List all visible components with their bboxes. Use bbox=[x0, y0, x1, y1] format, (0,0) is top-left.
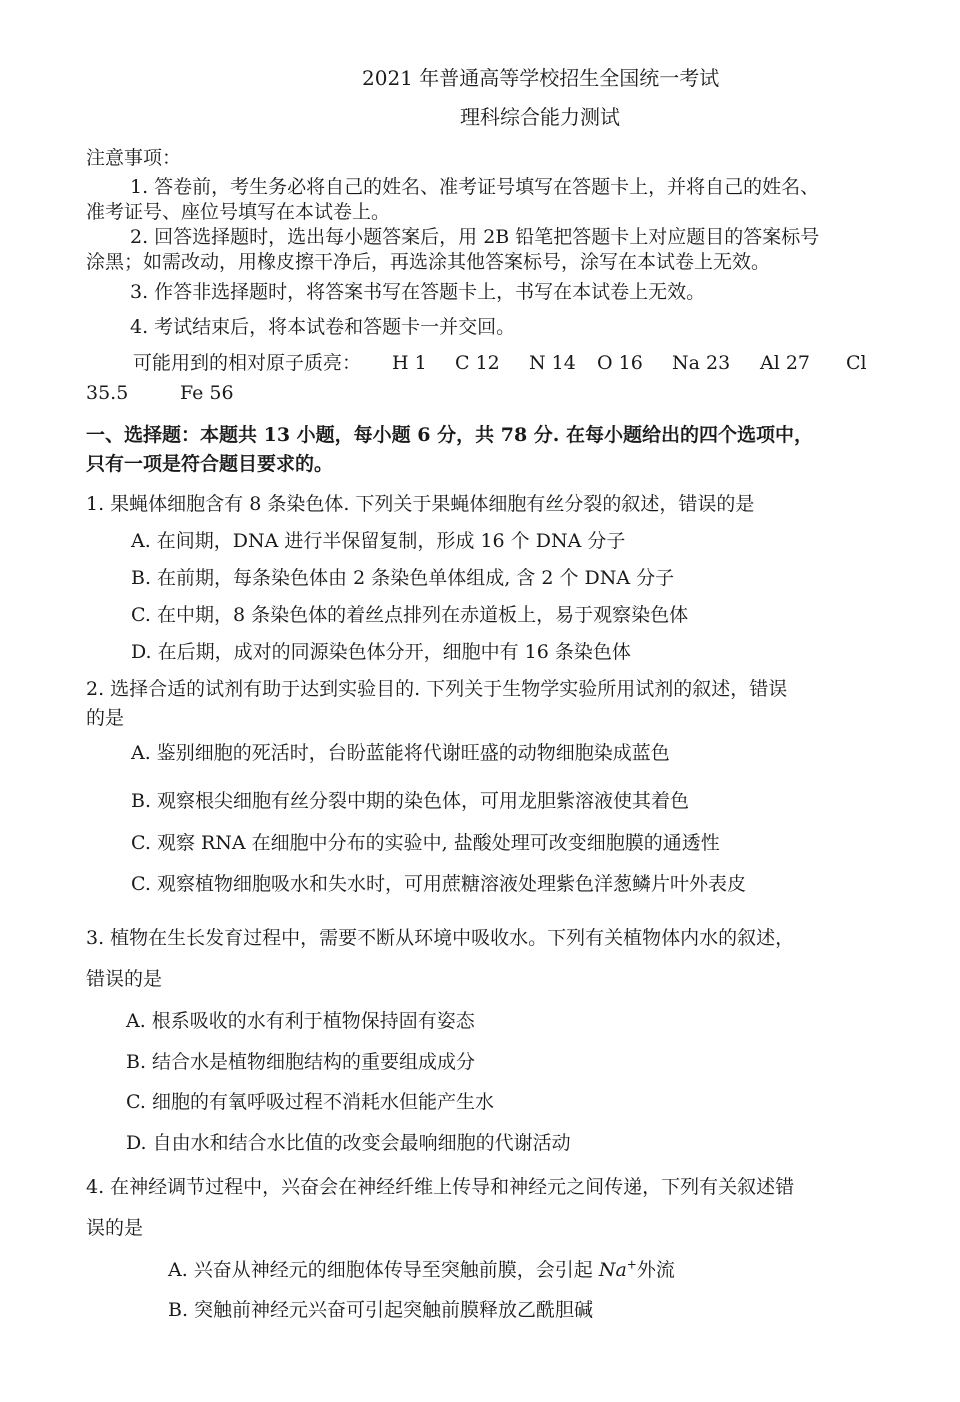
atomic-mass-entry: O 16 bbox=[597, 352, 643, 374]
question-4-option-a-text: A. 兴奋从神经元的细胞体传导至突触前膜，会引起 bbox=[168, 1259, 599, 1281]
atomic-mass-entry: Fe 56 bbox=[180, 382, 234, 404]
question-2-option: A. 鉴别细胞的死活时，台盼蓝能将代谢旺盛的动物细胞染成蓝色 bbox=[131, 742, 670, 764]
question-3-stem: 错误的是 bbox=[86, 968, 163, 990]
atomic-mass-entry: H 1 bbox=[392, 352, 427, 374]
question-1-option: B. 在前期，每条染色体由 2 条染色单体组成, 含 2 个 DNA 分子 bbox=[131, 567, 675, 589]
question-4-stem: 误的是 bbox=[86, 1217, 144, 1239]
note-line: 2. 回答选择题时，选出每小题答案后，用 2B 铅笔把答题卡上对应题目的答案标号 bbox=[130, 226, 820, 248]
question-2-stem: 的是 bbox=[86, 707, 125, 729]
question-4-option: B. 突触前神经元兴奋可引起突触前膜释放乙酰胆碱 bbox=[168, 1299, 594, 1321]
question-2-option: C. 观察植物细胞吸水和失水时，可用蔗糖溶液处理紫色洋葱鳞片叶外表皮 bbox=[131, 873, 746, 895]
question-3-option: C. 细胞的有氧呼吸过程不消耗水但能产生水 bbox=[126, 1091, 494, 1113]
question-4-option-a-suffix: 外流 bbox=[636, 1259, 675, 1281]
question-1-option: D. 在后期，成对的同源染色体分开，细胞中有 16 条染色体 bbox=[131, 641, 631, 663]
exam-title: 2021 年普通高等学校招生全国统一考试 bbox=[362, 66, 720, 90]
question-3-option: D. 自由水和结合水比值的改变会最响细胞的代谢活动 bbox=[126, 1132, 571, 1154]
atomic-mass-entry: C 12 bbox=[455, 352, 500, 374]
question-2-option: B. 观察根尖细胞有丝分裂中期的染色体，可用龙胆紫溶液使其着色 bbox=[131, 790, 690, 812]
atomic-mass-entry: N 14 bbox=[529, 352, 576, 374]
notes-heading: 注意事项： bbox=[86, 147, 182, 169]
note-line: 3. 作答非选择题时，将答案书写在答题卡上，书写在本试卷上无效。 bbox=[130, 281, 706, 303]
question-4-stem: 4. 在神经调节过程中，兴奋会在神经纤维上传导和神经元之间传递，下列有关叙述错 bbox=[86, 1176, 795, 1198]
atomic-mass-entry: 35.5 bbox=[86, 382, 129, 404]
note-line: 1. 答卷前，考生务必将自己的姓名、准考证号填写在答题卡上，并将自己的姓名、 bbox=[130, 176, 820, 198]
section-heading: 只有一项是符合题目要求的。 bbox=[86, 453, 334, 475]
note-line: 涂黑；如需改动，用橡皮擦干净后，再选涂其他答案标号，涂写在本试卷上无效。 bbox=[86, 251, 771, 273]
question-1-option: A. 在间期，DNA 进行半保留复制，形成 16 个 DNA 分子 bbox=[131, 530, 626, 552]
atomic-mass-label: 可能用到的相对原子质亮： bbox=[133, 352, 362, 374]
question-3-option: B. 结合水是植物细胞结构的重要组成成分 bbox=[126, 1051, 476, 1073]
section-heading: 一、选择题：本题共 13 小题，每小题 6 分，共 78 分. 在每小题给出的四个选项中， bbox=[86, 424, 814, 446]
question-4-option bbox=[168, 1258, 675, 1282]
atomic-mass-entry: Na 23 bbox=[672, 352, 731, 374]
atomic-mass-entry: Cl bbox=[846, 352, 867, 374]
question-1-option: C. 在中期，8 条染色体的着丝点排列在赤道板上，易于观察染色体 bbox=[131, 604, 689, 626]
question-3-option: A. 根系吸收的水有利于植物保持固有姿态 bbox=[126, 1010, 475, 1032]
question-2-option: C. 观察 RNA 在细胞中分布的实验中, 盐酸处理可改变细胞膜的通透性 bbox=[131, 832, 720, 854]
exam-subtitle: 理科综合能力测试 bbox=[460, 105, 620, 129]
question-1-stem: 1. 果蝇体细胞含有 8 条染色体. 下列关于果蝇体细胞有丝分裂的叙述，错误的是 bbox=[86, 493, 755, 515]
note-line: 4. 考试结束后，将本试卷和答题卡一并交回。 bbox=[130, 316, 516, 338]
question-3-stem: 3. 植物在生长发育过程中，需要不断从环境中吸收水。下列有关植物体内水的叙述， bbox=[86, 927, 795, 949]
question-2-stem: 2. 选择合适的试剂有助于达到实验目的. 下列关于生物学实验所用试剂的叙述，错误 bbox=[86, 678, 788, 700]
note-line: 准考证号、座位号填写在本试卷上。 bbox=[86, 201, 391, 223]
atomic-mass-entry: Al 27 bbox=[760, 352, 811, 374]
sodium-ion-symbol: Na bbox=[598, 1259, 627, 1281]
ion-charge: + bbox=[626, 1257, 637, 1272]
